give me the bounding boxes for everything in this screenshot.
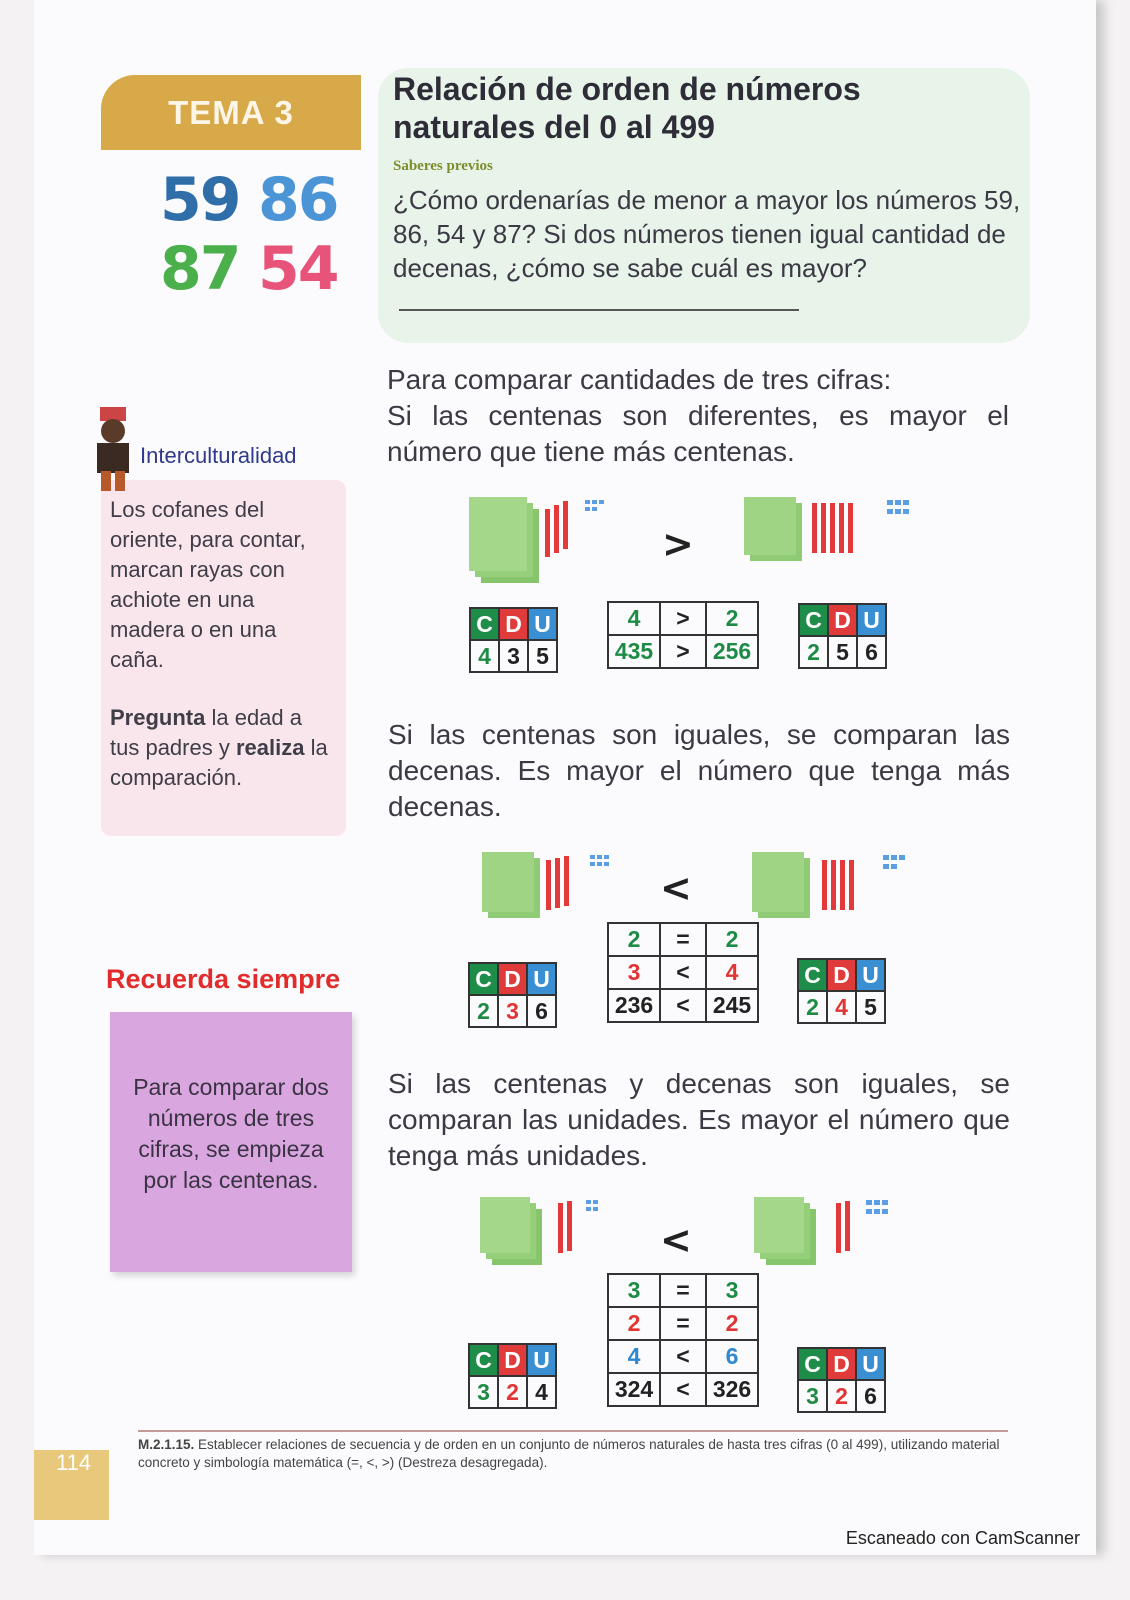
cdu-table-326: C D U 3 2 6 — [797, 1347, 886, 1413]
blocks-245 — [750, 850, 920, 925]
compare-table-1: 4 > 2 435 > 256 — [607, 601, 759, 669]
tema-banner: TEMA 3 — [101, 75, 361, 150]
footer-destreza: M.2.1.15. Establecer relaciones de secuencia y de orden en un conjunto de números naturales de hasta tres cifras (0 al 499), utilizando material concreto y simbología matemática (=, <, >) (Destreza desagregada). — [138, 1437, 1000, 1470]
cdu-table-236: C D U 2 3 6 — [468, 962, 557, 1028]
rule-1: Para comparar cantidades de tres cifras: Si las centenas son diferentes, es mayor el número que tiene más centenas. — [387, 364, 1009, 467]
saberes-question: ¿Cómo ordenarías de menor a mayor los números 59, 86, 54 y 87? Si dos números tienen igual cantidad de decenas, ¿cómo se sabe cuál es mayor? — [393, 183, 1023, 319]
number-87: 87 — [160, 234, 240, 304]
compare-table-3: 3 = 3 2 = 2 4 < 6 324 < 326 — [607, 1273, 759, 1407]
rule-3: Si las centenas y decenas son iguales, se comparan las unidades. Es mayor el número que tenga más unidades. — [388, 1068, 1010, 1171]
compare-table-2: 2 = 2 3 < 4 236 < 245 — [607, 922, 759, 1023]
compare-symbol-2: < — [660, 866, 692, 910]
number-59: 59 — [160, 165, 240, 235]
cdu-table-324: C D U 3 2 4 — [468, 1343, 557, 1409]
page-number: 114 — [34, 1450, 109, 1520]
blocks-256 — [740, 495, 930, 565]
number-54: 54 — [258, 234, 338, 304]
compare-symbol-1: > — [662, 522, 694, 566]
compare-symbol-3: < — [660, 1218, 692, 1262]
recuerda-text: Para comparar dos números de tres cifras, se empieza por las centenas. — [133, 1074, 329, 1193]
interculturalidad-text: Los cofanes del oriente, para contar, marcan rayas con achiote en una madera o en una caña. Pregunta la edad a tus padres y realiza la comparación. — [110, 497, 328, 790]
interculturalidad-label: Interculturalidad — [140, 443, 297, 468]
blocks-236 — [480, 850, 630, 925]
blocks-435 — [465, 495, 625, 590]
saberes-label: Saberes previos — [393, 158, 493, 174]
cdu-table-245: C D U 2 4 5 — [797, 958, 886, 1024]
cofan-figure-icon — [86, 405, 138, 493]
cdu-table-256: C D U 2 5 6 — [798, 603, 887, 669]
blocks-324 — [478, 1195, 608, 1270]
footer-divider — [138, 1430, 1008, 1432]
rule-2: Si las centenas son iguales, se comparan las decenas. Es mayor el número que tenga más decenas. — [388, 719, 1010, 822]
camscanner-watermark: Escaneado con CamScanner — [845, 1528, 1080, 1548]
number-86: 86 — [258, 165, 338, 235]
recuerda-title: Recuerda siempre — [106, 964, 341, 994]
page-title: Relación de orden de números naturales del 0 al 499 — [393, 71, 861, 145]
cdu-table-435: C D U 4 3 5 — [469, 607, 558, 673]
blocks-326 — [752, 1195, 912, 1270]
